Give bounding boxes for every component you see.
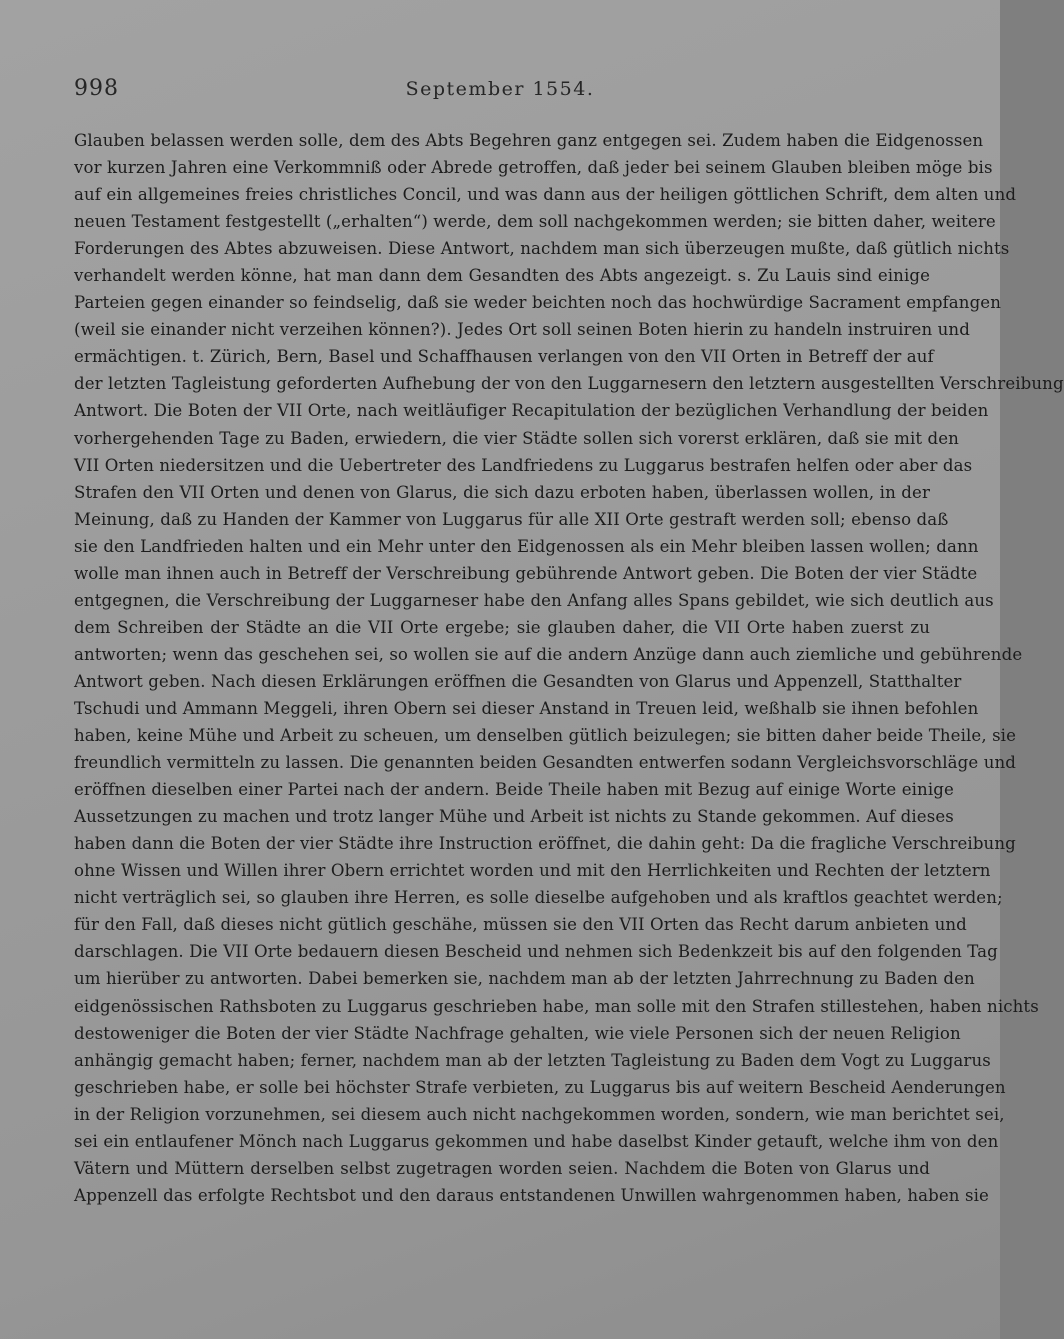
text-line: wolle man ihnen auch in Betreff der Verschreibung gebührende Antwort geben. Die Boten der vier Städte — [74, 563, 978, 583]
text-line: eröffnen dieselben einer Partei nach der andern. Beide Theile haben mit Bezug auf einige Worte einige — [74, 780, 954, 800]
body-text — [74, 127, 1064, 1209]
text-line: VII Orten niedersitzen und die Uebertreter des Landfriedens zu Luggarus bestrafen helfen oder aber das — [74, 455, 973, 475]
text-line: haben, keine Mühe und Arbeit zu scheuen, um denselben gütlich beizulegen; sie bitten daher beide Theile, sie — [74, 726, 1017, 746]
text-line: Glauben belassen werden solle, dem des Abts Begehren ganz entgegen sei. Zudem haben die Eidgenossen — [74, 131, 984, 150]
text-line: Aussetzungen zu machen und trotz langer Mühe und Arbeit ist nichts zu Stande gekommen. Auf dieses — [74, 807, 954, 827]
text-line: haben dann die Boten der vier Städte ihre Instruction eröffnet, die dahin geht: Da die fragliche Verschreibung — [74, 834, 1016, 854]
text-line: Antwort geben. Nach diesen Erklärungen eröffnen die Gesandten von Glarus und Appenzell, Statthalter — [74, 671, 962, 691]
text-line: Parteien gegen einander so feindselig, daß sie weder beichten noch das hochwürdige Sacrament empfangen — [74, 293, 1001, 313]
text-line: vorhergehenden Tage zu Baden, erwiedern, die vier Städte sollen sich vorerst erklären, daß sie mit den — [74, 428, 959, 448]
text-line: antworten; wenn das geschehen sei, so wollen sie auf die andern Anzüge dann auch ziemliche und gebührende — [74, 644, 1023, 664]
page-header — [74, 74, 926, 110]
text-line: sei ein entlaufener Mönch nach Luggarus gekommen und habe daselbst Kinder getauft, welche ihm von den — [74, 1131, 999, 1151]
page-number: 998 — [74, 76, 119, 101]
text-line: Tschudi und Ammann Meggeli, ihren Obern sei dieser Anstand in Treuen leid, weßhalb sie ihnen befohlen — [74, 698, 979, 718]
text-line: Meinung, daß zu Handen der Kammer von Luggarus für alle XII Orte gestraft werden soll; ebenso daß — [74, 509, 949, 529]
text-line: Appenzell das erfolgte Rechtsbot und den daraus entstandenen Unwillen wahrgenommen haben, haben sie — [74, 1185, 989, 1205]
text-line: nicht verträglich sei, so glauben ihre Herren, es solle dieselbe aufgehoben und als kraftlos geachtet werden; — [74, 888, 1003, 908]
running-head: September 1554. — [405, 78, 595, 100]
text-line: Forderungen des Abtes abzuweisen. Diese Antwort, nachdem man sich überzeugen mußte, daß gütlich nichts — [74, 239, 1010, 259]
text-line: entgegnen, die Verschreibung der Luggarneser habe den Anfang alles Spans gebildet, wie sich deutlich aus — [74, 590, 994, 610]
text-line: dem Schreiben der Städte an die VII Orte ergebe; sie glauben daher, die VII Orte haben zuerst zu — [74, 617, 930, 637]
text-line: (weil sie einander nicht verzeihen können?). Jedes Ort soll seinen Boten hierin zu handeln instruiren und — [74, 320, 970, 340]
text-line: sie den Landfrieden halten und ein Mehr unter den Eidgenossen als ein Mehr bleiben lassen wollen; dann — [74, 536, 979, 556]
text-line: destoweniger die Boten der vier Städte Nachfrage gehalten, wie viele Personen sich der neuen Religion — [74, 1023, 961, 1043]
text-line: darschlagen. Die VII Orte bedauern diesen Bescheid und nehmen sich Bedenkzeit bis auf den folgenden Tag — [74, 942, 998, 962]
text-line: Vätern und Müttern derselben selbst zugetragen worden seien. Nachdem die Boten von Glarus und — [74, 1158, 930, 1178]
text-line: geschrieben habe, er solle bei höchster Strafe verbieten, zu Luggarus bis auf weitern Bescheid Aenderungen — [74, 1077, 1006, 1097]
text-line: neuen Testament festgestellt („erhalten“) werde, dem soll nachgekommen werden; sie bitten daher, weitere — [74, 212, 996, 232]
text-line: der letzten Tagleistung geforderten Aufhebung der von den Luggarnesern den letztern ausgestellten Verschreibung — [74, 374, 1064, 394]
text-line: um hierüber zu antworten. Dabei bemerken sie, nachdem man ab der letzten Jahrrechnung zu Baden den — [74, 969, 975, 989]
text-line: ohne Wissen und Willen ihrer Obern errichtet worden und mit den Herrlichkeiten und Rechten der letztern — [74, 861, 991, 881]
text-line: anhängig gemacht haben; ferner, nachdem man ab der letzten Tagleistung zu Baden dem Vogt zu Luggarus — [74, 1050, 991, 1070]
text-line: Antwort. Die Boten der VII Orte, nach weitläufiger Recapitulation der bezüglichen Verhandlung der beiden — [74, 401, 989, 421]
text-line: freundlich vermitteln zu lassen. Die genannten beiden Gesandten entwerfen sodann Vergleichsvorschläge und — [74, 753, 1016, 773]
text-line: in der Religion vorzunehmen, sei diesem auch nicht nachgekommen worden, sondern, wie man berichtet sei, — [74, 1104, 1005, 1124]
text-line: verhandelt werden könne, hat man dann dem Gesandten des Abts angezeigt. s. Zu Lauis sind einige — [74, 266, 930, 286]
text-line: ermächtigen. t. Zürich, Bern, Basel und Schaffhausen verlangen von den VII Orten in Betreff der auf — [74, 347, 934, 367]
text-line: Strafen den VII Orten und denen von Glarus, die sich dazu erboten haben, überlassen wollen, in der — [74, 482, 930, 502]
text-line: vor kurzen Jahren eine Verkommniß oder Abrede getroffen, daß jeder bei seinem Glauben bleiben möge bis — [74, 158, 993, 178]
text-line: eidgenössischen Rathsboten zu Luggarus geschrieben habe, man solle mit den Strafen stillestehen, haben nichts — [74, 996, 1039, 1016]
text-line: für den Fall, daß dieses nicht gütlich geschähe, müssen sie den VII Orten das Recht darum anbieten und — [74, 915, 967, 935]
text-line: auf ein allgemeines freies christliches Concil, und was dann aus der heiligen göttlichen Schrift, dem alten und — [74, 185, 1017, 205]
